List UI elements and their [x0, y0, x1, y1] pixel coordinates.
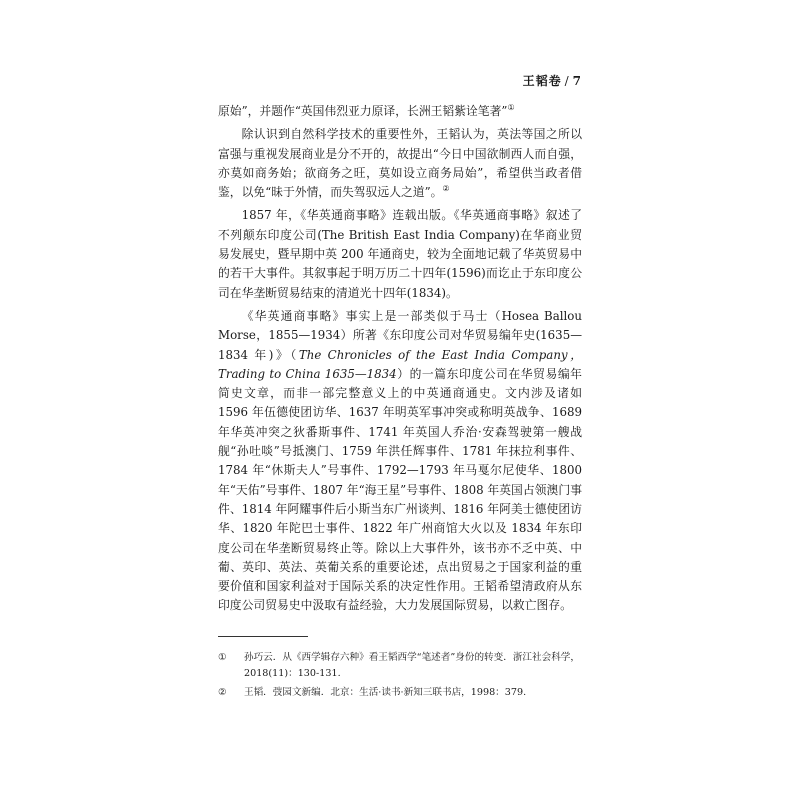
footnotes	[218, 650, 582, 704]
paragraph-2	[218, 125, 582, 202]
paragraph-1	[218, 102, 582, 121]
paragraph-2-text: 除认识到自然科学技术的重要性外，王韬认为，英法等国之所以富强与重视发展商业是分不开的，故提出“今日中国欲制西人而自强，亦莫如商务始；欲商务之旺，莫如设立商务局始”，希望供当政者借鉴，以免“昧于外情，而失驾驭远人之道”。	[218, 127, 582, 200]
paragraph-4	[218, 307, 582, 616]
footnote-ref-1[interactable]: ①	[507, 103, 515, 113]
footnote-mark-2: ②	[218, 687, 227, 698]
paragraph-4-text-b: ）的一篇东印度公司在华贸易编年简史文章，而非一部完整意义上的中英通商通史。文内涉及诸如 1596 年伍德使团访华、1637 年明英军事冲突或称明英战争、1689 年华英冲突之狄番斯事件、1741 年英国人乔治·安森驾驶第一艘战舰“孙吐啖”号抵澳门、1759 年洪任辉事件、1781 年抹拉利事件、1784 年“休斯夫人”号事件、1792—1793 年马戛尔尼使华、1800 年“天佑”号事件、1807 年“海王星”号事件、1808 年英国占领澳门事件、1814 年阿耀事件后小斯当东广州谈判、1816 年阿美士德使团访华、1820 年陀巴士事件、1822 年广州商馆大火以及 1834 年东印度公司在华垄断贸易终止等。除以上大事件外，该书亦不乏中英、中葡、英印、英法、英葡关系的重要论述，点出贸易之于国家利益的重要价值和国家利益对于国际关系的决定性作用。王韬希望清政府从东印度公司贸易史中汲取有益经验，大力发展国际贸易，以救亡图存。	[218, 366, 582, 613]
running-header	[218, 72, 582, 89]
footnote-ref-2[interactable]: ②	[442, 184, 450, 194]
book-title-italic: The Chronicles of the East India Company，Trading to China 1635—1834	[218, 347, 582, 381]
footnote-1	[218, 650, 582, 682]
footnote-text-1: 孙巧云．从《西学辑存六种》看王韬西学“笔述者”身份的转变．浙江社会科学，2018(11)：130-131.	[244, 652, 580, 679]
footnote-text-2: 王韬．弢园文新编．北京：生活·读书·新知三联书店，1998：379.	[244, 687, 527, 698]
running-title: 王韬卷	[522, 74, 562, 88]
paragraph-1-text: 原始”，并题作“英国伟烈亚力原译，长洲王韬紫诠笔著”	[218, 104, 508, 118]
footnote-2	[218, 685, 582, 701]
body-text	[218, 102, 582, 620]
paragraph-3-text: 1857 年，《华英通商事略》连载出版。《华英通商事略》叙述了不列颠东印度公司(The British East India Company)在华商业贸易发展史，暨早期中英 200 年通商史，较为全面地记载了华英贸易中的若干大事件。其叙事起于明万历二十四年(1596)而讫止于东印度公司在华垄断贸易结束的清道光十四年(1834)。	[218, 208, 582, 300]
footnote-mark-1: ①	[218, 652, 227, 663]
paragraph-3	[218, 206, 582, 302]
header-separator: /	[564, 74, 570, 88]
page-number: 7	[572, 74, 582, 88]
footnote-divider	[218, 636, 308, 637]
paragraph-4-text-a: 《华英通商事略》事实上是一部类似于马士（Hosea Ballou Morse，1855—1934）所著《东印度公司对华贸易编年史(1635—1834 年)》（	[218, 308, 582, 362]
